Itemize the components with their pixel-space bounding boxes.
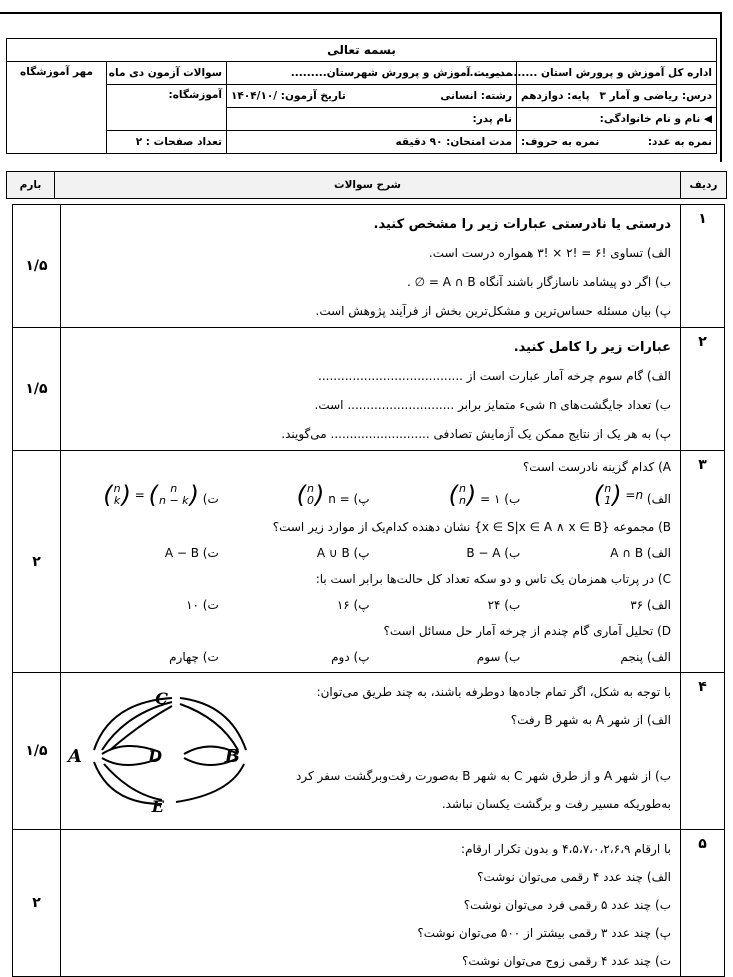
node-b: B xyxy=(224,746,240,767)
duration-cell: مدت امتحان: ۹۰ دقیقه xyxy=(227,131,517,154)
top-border xyxy=(0,12,722,14)
node-a: A xyxy=(68,746,82,767)
option-label: ب) ۱ = xyxy=(480,491,521,506)
pages-cell: تعداد صفحات : ۲ xyxy=(107,131,227,154)
question-body xyxy=(61,328,681,451)
road-curves xyxy=(94,698,246,804)
set-options xyxy=(68,540,671,566)
step-options xyxy=(68,644,671,670)
subject-text: درس: ریاضی و آمار ۳ xyxy=(599,90,712,102)
node-c: C xyxy=(155,689,168,708)
option-a xyxy=(520,482,671,512)
node-d: D xyxy=(148,747,162,766)
student-name-cell: ◀ نام و نام خانوادگی: xyxy=(517,108,717,131)
column-description: شرح سوالات xyxy=(55,172,681,199)
binomial-expression: ( n k ) = ( n n − k ) xyxy=(103,481,199,509)
question-row xyxy=(13,673,725,830)
question-line: پ) چند عدد ۳ رقمی بیشتر از ۵۰۰ می‌توان نوشت؟ xyxy=(417,926,671,940)
question-number: ۳ xyxy=(681,451,725,673)
option-label: الف) xyxy=(646,492,671,506)
question-number: ۱ xyxy=(681,205,725,328)
question-score: ۱/۵ xyxy=(13,673,61,830)
road-a-c xyxy=(102,702,172,750)
option-a: الف) پنجم xyxy=(620,650,671,664)
question-row xyxy=(13,205,725,328)
question-row xyxy=(13,451,725,673)
option-c: پ) ۱۶ xyxy=(336,598,370,612)
question-number: ۵ xyxy=(681,830,725,977)
question-line: ب) اگر دو پیشامد ناسازگار باشند آنگاه A ∩ B = ∅ . xyxy=(406,275,671,289)
question-number: ۲ xyxy=(681,328,725,451)
question-part-b: B) مجموعه {x ∈ S|x ∈ A ∧ x ∈ B} نشان دهنده کدام‌یک از موارد زیر است؟ xyxy=(272,520,671,534)
question-part-c: C) در پرتاب همزمان یک تاس و دو سکه تعداد کل حالت‌ها برابر است با: xyxy=(315,572,671,586)
exam-name-cell: سوالات آزمون دی ماه xyxy=(107,62,227,85)
option-label: ت) xyxy=(202,492,219,506)
option-d: ت) چهارم xyxy=(169,650,219,664)
question-body xyxy=(61,673,681,830)
exam-date-text: تاریخ آزمون: /۱۴۰۴/۱۰ xyxy=(231,90,346,102)
question-line: با توجه به شکل، اگر تمام جاده‌ها دوطرفه باشند، به چند طریق می‌توان: xyxy=(316,685,671,699)
question-row xyxy=(13,328,725,451)
question-line: پ) به هر یک از نتایج ممکن یک آزمایش تصادفی .......................... می‌گویند. xyxy=(281,427,671,441)
road-e-b xyxy=(176,764,244,802)
question-score: ۲ xyxy=(13,451,61,673)
question-body xyxy=(61,451,681,673)
option-d: ت) A − B xyxy=(164,546,219,560)
option-d: ت) ۱۰ xyxy=(186,598,219,612)
road-a-e xyxy=(104,764,162,800)
column-header-table xyxy=(6,171,727,199)
node-e: E xyxy=(151,797,164,816)
exam-header-table xyxy=(6,38,717,154)
question-body xyxy=(61,205,681,328)
road-network-diagram xyxy=(68,684,260,816)
question-part-a: A) کدام گزینه نادرست است؟ xyxy=(522,460,671,474)
question-number: ۴ xyxy=(681,673,725,830)
field-text: رشته: انسانی xyxy=(440,90,512,102)
option-a: الف) A ∩ B xyxy=(610,546,671,560)
score-letters-text: نمره به حروف: xyxy=(521,136,600,148)
binomial-expression: ( n n ) xyxy=(448,480,477,509)
management-cell: مدیریت آموزش و پرورش شهرستان......... xyxy=(227,62,517,85)
column-score: بارم xyxy=(7,172,55,199)
right-border xyxy=(720,12,722,162)
option-b: ب) سوم xyxy=(476,650,521,664)
school-seal-cell: مهر آموزشگاه xyxy=(7,62,107,154)
road-c-b xyxy=(180,698,246,750)
binomial-expression: ( n 0 ) xyxy=(296,480,325,509)
question-line: ب) چند عدد ۵ رقمی فرد می‌توان نوشت؟ xyxy=(463,898,671,912)
option-c: پ) A ∪ B xyxy=(316,546,370,560)
question-line: به‌طوریکه مسیر رفت و برگشت یکسان نباشد. xyxy=(441,797,671,811)
binomial-expression: ( n 1 ) = n xyxy=(593,481,644,509)
question-line: پ) بیان مسئله حساس‌ترین و مشکل‌ترین بخش از فرآیند پژوهش است. xyxy=(315,304,671,318)
question-line: الف) گام سوم چرخه آمار عبارت است از ...................................... xyxy=(318,369,671,383)
question-line: الف) تساوی !۶ = !۲ × !۳ همواره درست است. xyxy=(428,246,671,260)
question-score: ۲ xyxy=(13,830,61,977)
score-number-text: نمره به عدد: xyxy=(647,136,712,148)
option-b: ب) B − A xyxy=(466,546,521,560)
header-title: بسمه تعالی xyxy=(7,39,717,62)
office-cell: اداره کل آموزش و پرورش استان .................. xyxy=(517,62,717,85)
subject-cell xyxy=(517,85,717,108)
option-c xyxy=(219,480,370,512)
question-line: با ارقام ۴،۵،۷،۰،۲،۶،۹ و بدون تکرار ارقام: xyxy=(461,842,671,856)
count-options xyxy=(68,592,671,618)
school-cell: آموزشگاه: xyxy=(107,85,227,131)
question-line: ب) تعداد جایگشت‌های n شیء متمایز برابر ............................ است. xyxy=(314,398,671,412)
question-line: الف) از شهر A به شهر B رفت؟ xyxy=(510,713,671,727)
question-line: ب) از شهر A و از طرق شهر C به شهر B به‌صورت رفت‌وبرگشت سفر کرد xyxy=(296,769,671,783)
question-score: ۱/۵ xyxy=(13,205,61,328)
question-title: درستی یا نادرستی عبارات زیر را مشخص کنید. xyxy=(373,217,671,232)
option-a: الف) ۳۶ xyxy=(630,598,671,612)
binomial-options xyxy=(68,480,671,514)
column-row: ردیف xyxy=(681,172,727,199)
road-c-b xyxy=(180,704,238,750)
father-name-cell: نام پدر: xyxy=(227,108,517,131)
question-title: عبارات زیر را کامل کنید. xyxy=(513,340,671,355)
option-b: ب) ۲۴ xyxy=(487,598,521,612)
question-line: الف) چند عدد ۴ رقمی می‌توان نوشت؟ xyxy=(477,870,671,884)
option-d xyxy=(68,482,219,512)
option-label: پ) = n xyxy=(328,491,370,506)
question-part-d: D) تحلیل آماری گام چندم از چرخه آمار حل مسائل است؟ xyxy=(383,624,671,638)
question-line: ت) چند عدد ۴ رقمی زوج می‌توان نوشت؟ xyxy=(462,954,671,968)
questions-table xyxy=(12,204,725,977)
score-number-cell xyxy=(517,131,717,154)
field-date-cell xyxy=(227,85,517,108)
question-row xyxy=(13,830,725,977)
question-body xyxy=(61,830,681,977)
option-b xyxy=(370,480,521,512)
option-c: پ) دوم xyxy=(331,650,370,664)
question-score: ۱/۵ xyxy=(13,328,61,451)
grade-text: پایه: دوازدهم xyxy=(521,90,590,102)
